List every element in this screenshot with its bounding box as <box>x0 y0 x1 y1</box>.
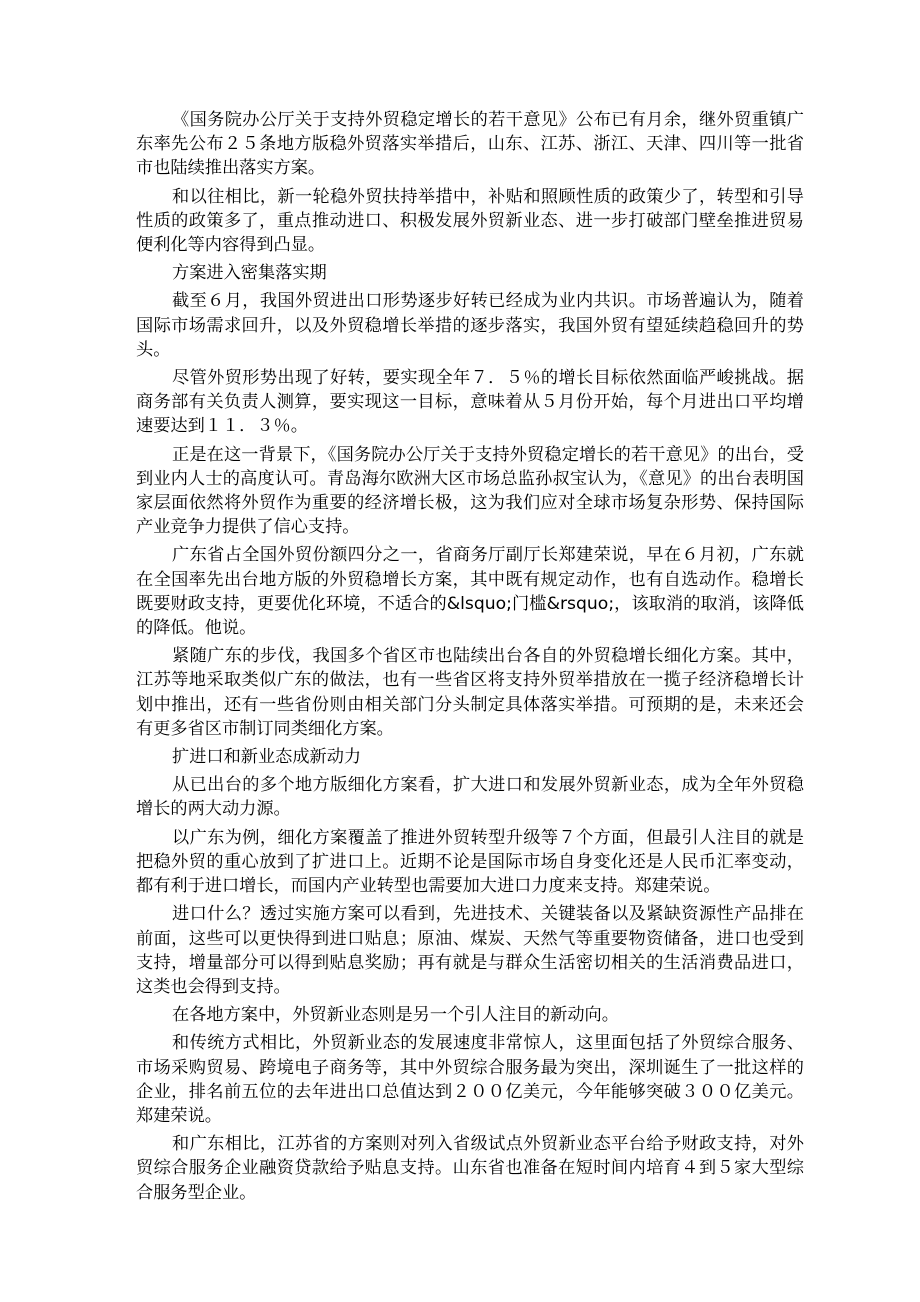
paragraph-8: 从已出台的多个地方版细化方案看，扩大进口和发展外贸新业态，成为全年外贸稳增长的两大动力源。 <box>136 775 804 820</box>
paragraph-5: 正是在这一背景下，《国务院办公厅关于支持外贸稳定增长的若干意见》的出台，受到业内人士的高度认可。青岛海尔欧洲大区市场总监孙叔宝认为，《意见》的出台表明国家层面依然将外贸作为重要的经济增长极，这为我们应对全球市场复杂形势、保持国际产业竞争力提供了信心支持。 <box>136 444 804 538</box>
paragraph-3: 截至６月，我国外贸进出口形势逐步好转已经成为业内共识。市场普遍认为，随着国际市场需求回升，以及外贸稳增长举措的逐步落实，我国外贸有望延续趋稳回升的势头。 <box>136 291 804 360</box>
paragraph-10: 进口什么？透过实施方案可以看到，先进技术、关键装备以及紧缺资源性产品排在前面，这些可以更快得到进口贴息；原油、煤炭、天然气等重要物资储备，进口也受到支持，增量部分可以得到贴息奖励；再有就是与群众生活密切相关的生活消费品进口，这类也会得到支持。 <box>136 904 804 997</box>
paragraph-7: 紧随广东的步伐，我国多个省区市也陆续出台各自的外贸稳增长细化方案。其中，江苏等地采取类似广东的做法，也有一些省区将支持外贸举措放在一揽子经济稳增长计划中推出，还有一些省份则由相关部门分头制定具体落实举措。可预期的是，未来还会有更多省区市制订同类细化方案。 <box>136 646 804 739</box>
paragraph-9: 以广东为例，细化方案覆盖了推进外贸转型升级等７个方面，但最引人注目的就是把稳外贸的重心放到了扩进口上。近期不论是国际市场自身变化还是人民币汇率变动，都有利于进口增长，而国内产业转型也需要加大进口力度来支持。郑建荣说。 <box>136 827 804 897</box>
paragraph-1: 《国务院办公厅关于支持外贸稳定增长的若干意见》公布已有月余，继外贸重镇广东率先公布２５条地方版稳外贸落实举措后，山东、江苏、浙江、天津、四川等一批省市也陆续推出落实方案。 <box>136 110 804 179</box>
article-body <box>136 108 804 1209</box>
paragraph-12: 和传统方式相比，外贸新业态的发展速度非常惊人，这里面包括了外贸综合服务、市场采购贸易、跨境电子商务等，其中外贸综合服务最为突出，深圳诞生了一批这样的企业，排名前五位的去年进出口总值达到２００亿美元，今年能够突破３００亿美元。郑建荣说。 <box>136 1033 804 1126</box>
paragraph-2: 和以往相比，新一轮稳外贸扶持举措中，补贴和照顾性质的政策少了，转型和引导性质的政策多了，重点推动进口、积极发展外贸新业态、进一步打破部门壁垒推进贸易便利化等内容得到凸显。 <box>136 186 804 256</box>
paragraph-11: 在各地方案中，外贸新业态则是另一个引人注目的新动向。 <box>172 1005 619 1026</box>
paragraph-13: 和广东相比，江苏省的方案则对列入省级试点外贸新业态平台给予财政支持，对外贸综合服务企业融资贷款给予贴息支持。山东省也准备在短时间内培育４到５家大型综合服务型企业。 <box>136 1134 804 1203</box>
paragraph-4: 尽管外贸形势出现了好转，要实现全年７．５％的增长目标依然面临严峻挑战。据商务部有关负责人测算，要实现这一目标，意味着从５月份开始，每个月进出口平均增速要达到１１．３％。 <box>136 368 804 437</box>
paragraph-6: 广东省占全国外贸份额四分之一，省商务厅副厅长郑建荣说，早在６月初，广东就在全国率先出台地方版的外贸稳增长方案，其中既有规定动作，也有自选动作。稳增长既要财政支持，更要优化环境，不适合的&lsquo;门槛&rsquo;，该取消的取消，该降低的降低。他说。 <box>136 545 804 639</box>
section-heading-2: 扩进口和新业态成新动力 <box>172 747 362 768</box>
section-heading-1: 方案进入密集落实期 <box>172 263 327 284</box>
